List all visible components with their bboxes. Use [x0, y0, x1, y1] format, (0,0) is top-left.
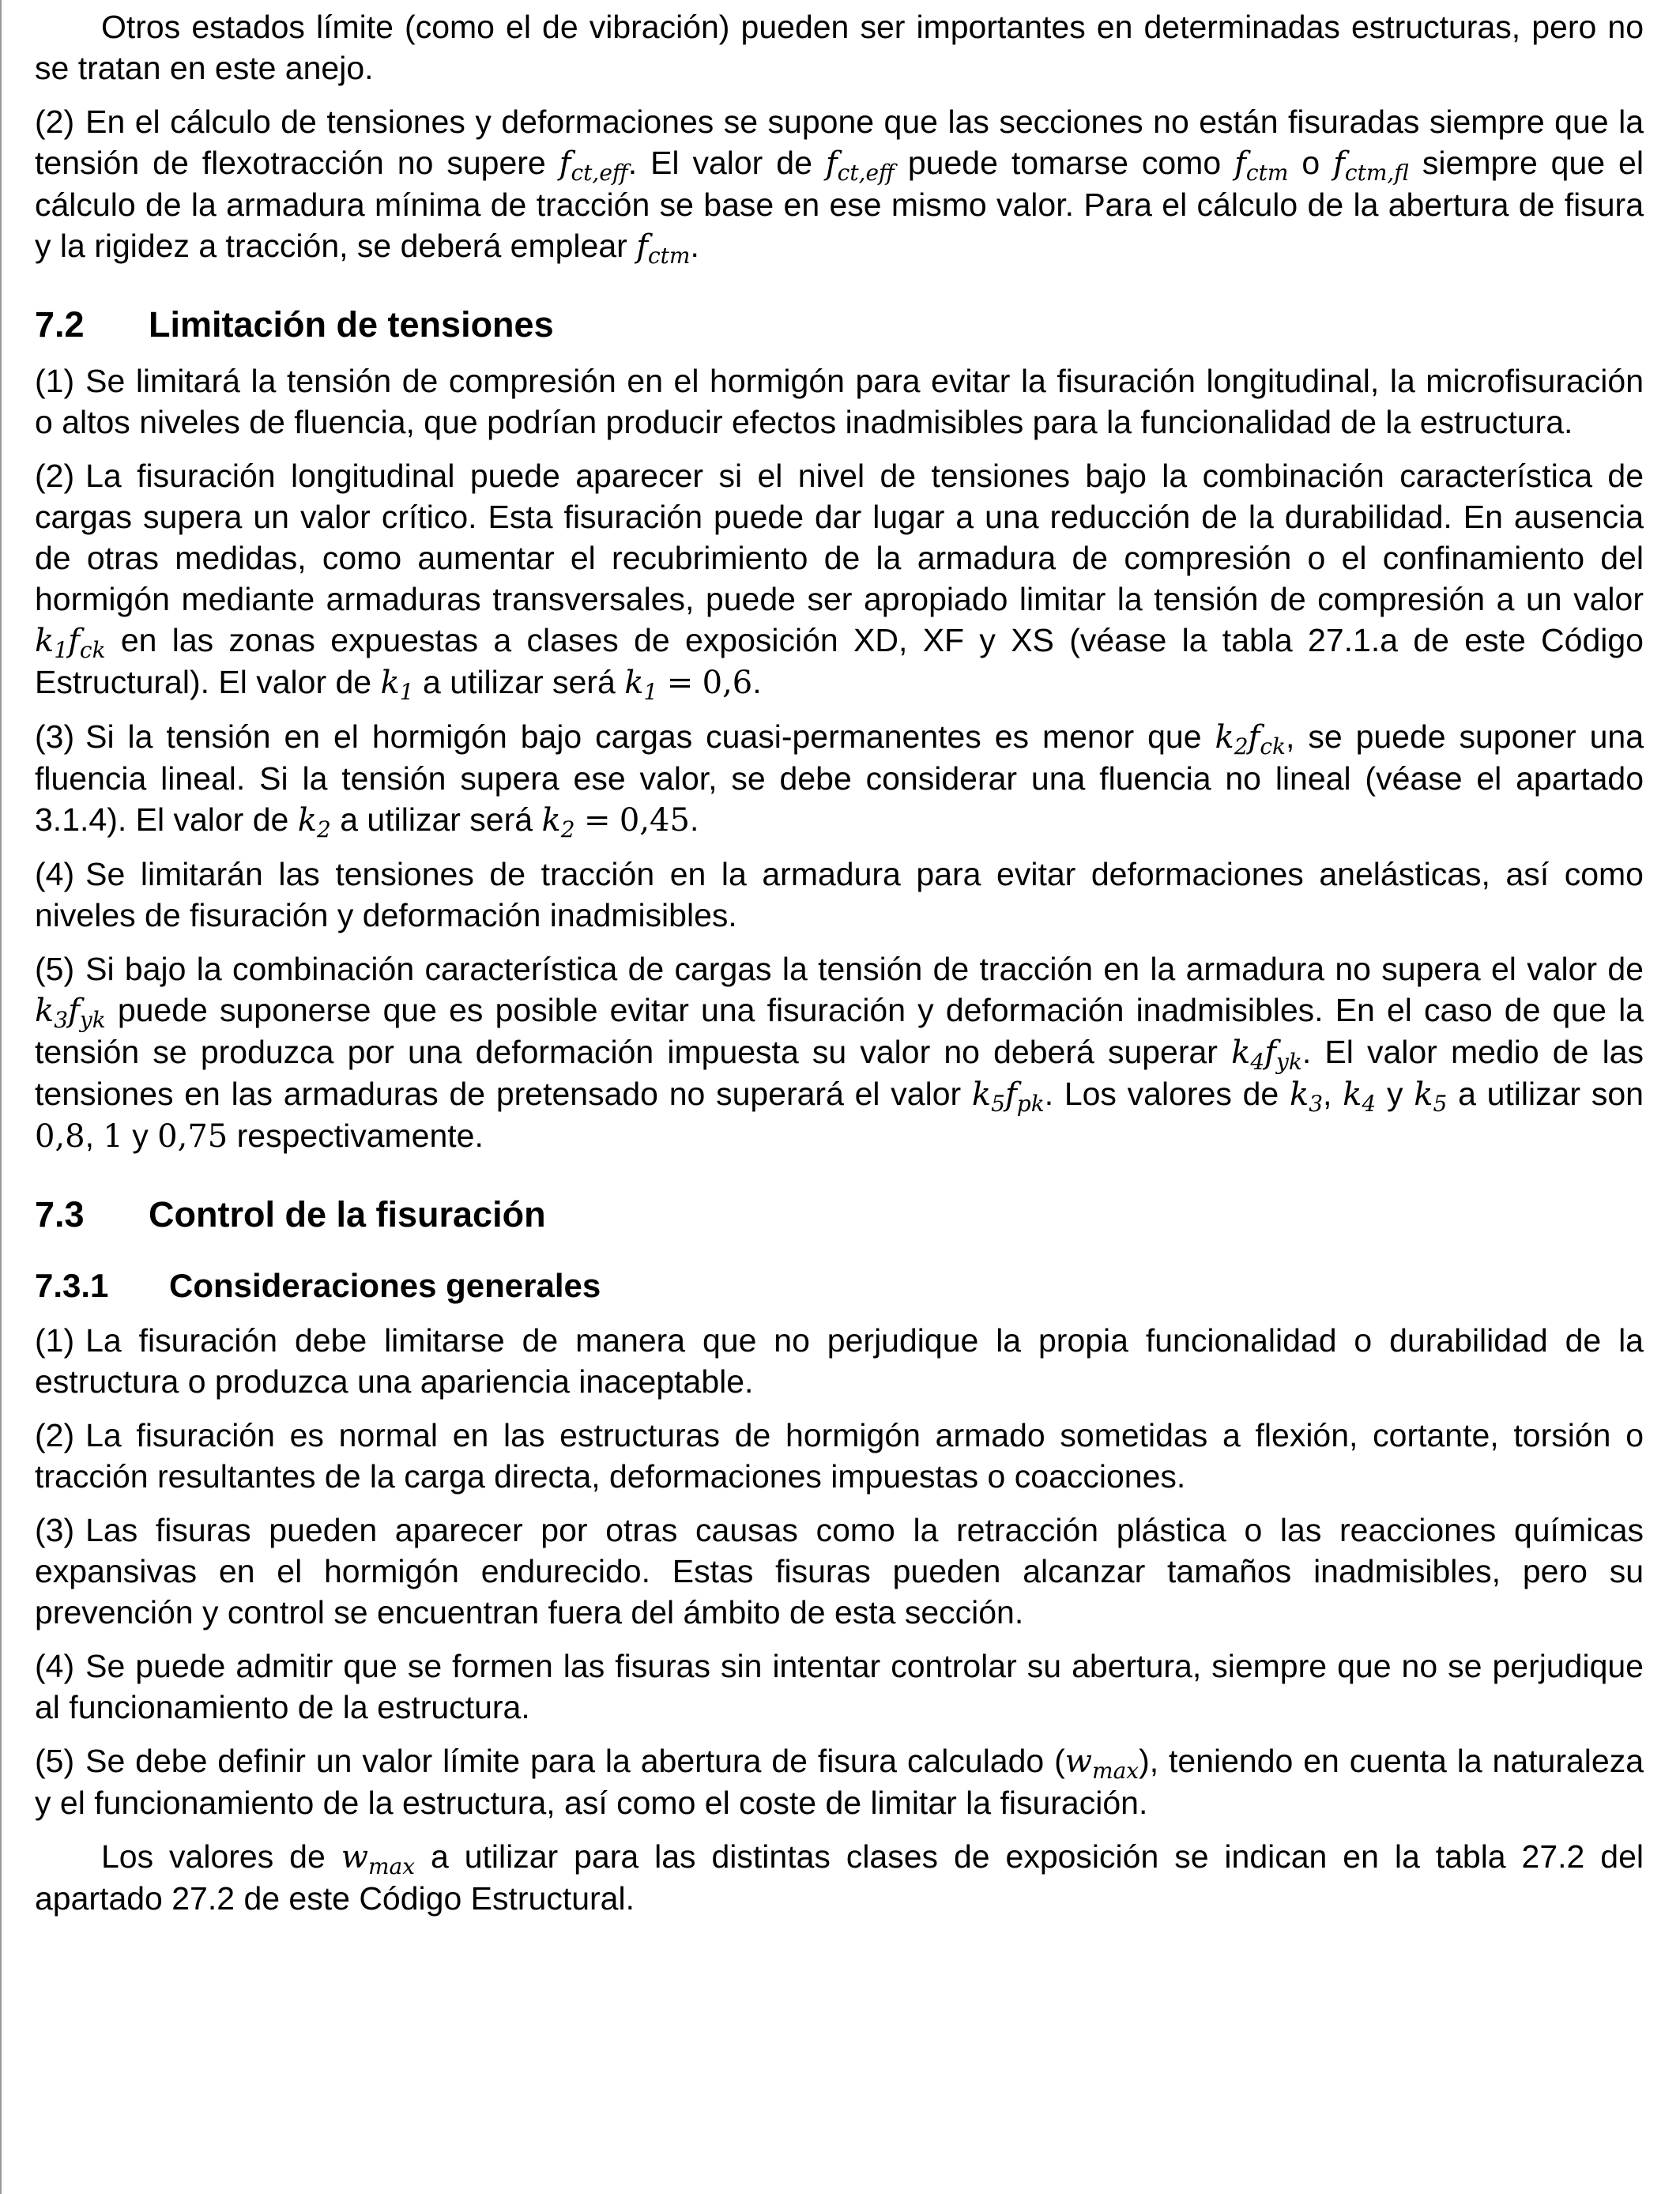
paragraph-number: (3) — [35, 1512, 75, 1548]
paragraph-number: (1) — [35, 363, 75, 399]
formula-fct-eff: $f_{ct,eff}$ — [825, 145, 895, 186]
paragraph-number: (3) — [35, 718, 75, 755]
paragraph-number: (1) — [35, 1322, 75, 1359]
formula-fctm: $f_{ctm}$ — [1234, 145, 1289, 186]
paragraph-number: (5) — [35, 1743, 75, 1779]
formula-k2: $k_2$ — [297, 802, 331, 843]
value-k3: 0,8 — [35, 1118, 85, 1155]
formula-k3-fyk: $k_3f_{yk}$ — [35, 993, 106, 1033]
formula-k2-fck: $k_2f_{ck}$ — [1215, 719, 1286, 760]
paragraph-7-3-1-3: (3) Las fisuras pueden aparecer por otras causas como la retracción plástica o las reacciones químicas expansivas en el hormigón endurecido. Estas fisuras pueden alcanzar tamaños inadmisibles, pero su prevención y control se encuentran fuera del ámbito de esta sección. — [35, 1512, 1644, 1630]
value-k4: 1 — [103, 1118, 123, 1155]
paragraph-intro: Otros estados límite (como el de vibración) pueden ser importantes en determinadas estructuras, pero no se tratan en este anejo. — [35, 9, 1644, 86]
section-heading-7-2: 7.2 Limitación de tensiones — [35, 304, 554, 345]
paragraph-number: (2) — [35, 458, 75, 494]
paragraph-7-3-1-1: (1) La fisuración debe limitarse de manera que no perjudique la propia funcionalidad o durabilidad de la estructura o produzca una apariencia inaceptable. — [35, 1322, 1644, 1400]
formula-wmax: $w_{max}$ — [1064, 1744, 1139, 1784]
k2-value: 0,45 — [619, 802, 690, 839]
formula-k3: $k_3$ — [1289, 1076, 1324, 1117]
formula-k1: $k_1$ — [380, 665, 414, 705]
paragraph-number: (2) — [35, 104, 75, 140]
formula-k5: $k_5$ — [1414, 1076, 1448, 1117]
paragraph-number: (4) — [35, 1648, 75, 1684]
formula-k4-fyk: $k_4f_{yk}$ — [1231, 1035, 1302, 1075]
paragraph-7-2-4: (4) Se limitarán las tensiones de tracción en la armadura para evitar deformaciones anelásticas, así como niveles de fisuración y deformación inadmisibles. — [35, 856, 1644, 933]
paragraph-7-3-1-5: (5) Se debe definir un valor límite para la abertura de fisura calculado $(w_{max})$, teniendo en cuenta la naturaleza y el funcionamiento de la estructura, así como el coste de limitar la fisuración. — [35, 1743, 1644, 1821]
formula-k4: $k_4$ — [1343, 1076, 1377, 1117]
document-body — [35, 6, 1644, 1932]
formula-k1-fck: $k_1f_{ck}$ — [35, 623, 106, 663]
paragraph-number: (5) — [35, 951, 75, 987]
paragraph-number: (4) — [35, 856, 75, 892]
formula-wmax: $w_{max}$ — [341, 1839, 416, 1879]
paragraph-final: Los valores de $w_{max}$ a utilizar para las distintas clases de exposición se indican en la tabla 27.2 del apartado 27.2 de este Código Estructural. — [35, 1838, 1644, 1917]
paragraph-7-3-1-2: (2) La fisuración es normal en las estructuras de hormigón armado sometidas a flexión, cortante, torsión o tracción resultantes de la carga directa, deformaciones impuestas o coacciones. — [35, 1417, 1644, 1495]
paragraph-7-3-1-4: (4) Se puede admitir que se formen las fisuras sin intentar controlar su abertura, siempre que no se perjudique al funcionamiento de la estructura. — [35, 1648, 1644, 1725]
formula-k5-fpk: $k_5f_{pk}$ — [971, 1076, 1045, 1117]
paragraph-number: (2) — [35, 1417, 75, 1453]
paragraph-7-2-1: (1) Se limitará la tensión de compresión en el hormigón para evitar la fisuración longitudinal, la microfisuración o altos niveles de fluencia, que podrían producir efectos inadmisibles para la funcionalidad de la estructura. — [35, 363, 1644, 440]
formula-fctm: $f_{ctm}$ — [636, 228, 691, 269]
paragraph-7-2-2: (2) La fisuración longitudinal puede aparecer si el nivel de tensiones bajo la combinación característica de cargas supera un valor crítico. Esta fisuración puede dar lugar a una reducción de la durabilidad. En ausencia de otras medidas, como aumentar el recubrimiento de la armadura de compresión o el confinamiento del hormigón mediante armaduras transversales, puede ser apropiado limitar la tensión de compresión a un valor $k_1f_{ck}$ en las zonas expuestas a clases de exposición XD, XF y XS (véase la tabla 27.1.a de este Código Estructural). El valor de $k_1$ a utilizar será $k_1 = 0,6$. — [35, 458, 1644, 705]
formula-k2-equals: $k_2$ — [541, 802, 575, 843]
section-heading-7-3-1: 7.3.1 Consideraciones generales — [35, 1267, 601, 1304]
formula-fct-eff: $f_{ct,eff}$ — [559, 145, 628, 186]
paragraph-7-2-3: (3) Si la tensión en el hormigón bajo cargas cuasi-permanentes es menor que $k_2f_{ck}$, se puede suponer una fluencia lineal. Si la tensión supera ese valor, se debe considerar una fluencia no lineal (véase el apartado 3.1.4). El valor de $k_2$ a utilizar será $k_2 = 0,45$. — [35, 718, 1644, 843]
k1-value: 0,6 — [702, 665, 753, 701]
formula-fctm-fl: $f_{ctm,fl}$ — [1333, 145, 1409, 186]
paragraph-2-tensiones: (2) En el cálculo de tensiones y deformaciones se supone que las secciones no están fisuradas siempre que la tensión de flexotracción no supere $f_{ct,eff}$. El valor de $f_{ct,eff}$ puede tomarse como $f_{ctm}$ o $f_{ctm,fl}$ siempre que el cálculo de la armadura mínima de tracción se base en ese mismo valor. Para el cálculo de la abertura de fisura y la rigidez a tracción, se deberá emplear $f_{ctm}$. — [35, 104, 1644, 269]
formula-k1-equals: $k_1$ — [624, 665, 658, 705]
value-k5: 0,75 — [157, 1118, 228, 1155]
section-heading-7-3: 7.3 Control de la fisuración — [35, 1194, 546, 1235]
paragraph-7-2-5: (5) Si bajo la combinación característica de cargas la tensión de tracción en la armadura no supera el valor de $k_3f_{yk}$ puede suponerse que es posible evitar una fisuración y deformación inadmisibles. En el caso de que la tensión se produzca por una deformación impuesta su valor no deberá superar $k_4f_{yk}$. El valor medio de las tensiones en las armaduras de pretensado no superará el valor $k_5f_{pk}$. Los valores de $k_3$, $k_4$ y $k_5$ a utilizar son 0,8, 1 y 0,75 respectivamente. — [35, 951, 1644, 1155]
